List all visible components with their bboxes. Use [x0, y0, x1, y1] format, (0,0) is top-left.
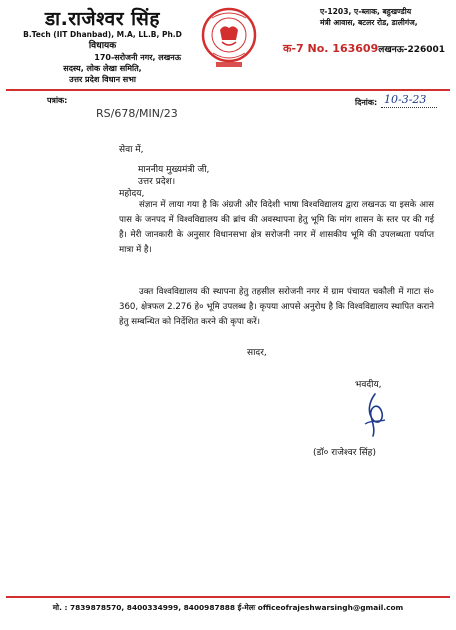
reference-number: [283, 41, 445, 56]
letterhead-right: [320, 6, 450, 28]
signature-icon: [355, 390, 395, 440]
paragraph-1: संज्ञान में लाया गया है कि अंग्रजी और विदेशी भाषा विश्वविद्यालय द्वारा लखनऊ या इसके आस पास के जनपद में विश्वविद्यालय की ब्रांच की अवस्थापना हेतु भूमि कि मांग शासन के स्तर पर की गई है। मेरी जानकारी के अनुसार विधानसभा क्षेत्र सरोजनी नगर में शासकीय भूमि की उपलब्धता पर्याप्त मात्रा में है।: [119, 200, 434, 255]
greeting: महोदय,: [119, 189, 145, 199]
sender-role: विधायक: [88, 41, 117, 51]
date-underline: [381, 107, 437, 108]
dinank-label: दिनांक:: [355, 98, 378, 107]
address-line-1: ए-1203, ए-ब्लाक, बहुखण्डीय: [320, 7, 412, 16]
footer-contact: मो. : 7839878570, 8400334999, 8400987888 ई-मेलः officeofrajeshwarsingh@gmail.com: [52, 603, 404, 612]
sender-membership-2: उत्तर प्रदेश विधान सभा: [69, 75, 136, 84]
assembly-emblem-icon: [200, 6, 258, 68]
letterhead-left: [20, 8, 185, 85]
letter-date: 10-3-23: [384, 93, 427, 106]
addressee-line-2: उत्तर प्रदेश।: [138, 177, 176, 187]
sender-membership-1: सदस्य, लोक लेखा समिति,: [63, 64, 142, 73]
paragraph-2: उक्त विश्वविद्यालय की स्थापना हेतु तहसील सरोजनी नगर में ग्राम पंचायत चकौली में गाटा सं० 360, क्षेत्रफल 2.276 हे० भूमि उपलब्ध है। कृपया आपसे अनुरोध है कि विश्वविद्यालय स्थापित कराने हेतु सम्बन्धित को निर्देशित करने की कृपा करें।: [119, 287, 434, 327]
salutation: सेवा में,: [119, 145, 144, 155]
patrank-label: पत्रांक:: [47, 96, 68, 105]
address-line-2: मंत्री आवास, बटलर रोड, डालीगंज,: [320, 18, 418, 27]
sender-degrees: B.Tech (IIT Dhanbad), M.A, LL.B, Ph.D: [23, 30, 182, 39]
closing: सादर,: [247, 348, 267, 358]
city-pin: लखनऊ-226001: [378, 45, 446, 55]
footer-divider: [6, 596, 450, 598]
reference-digits: 163609: [332, 42, 379, 55]
addressee-line-1: माननीय मुख्यमंत्री जी,: [138, 165, 210, 175]
reference-prefix: क-7 No.: [283, 42, 329, 55]
sender-name: डा.राजेश्वर सिंह: [45, 8, 160, 30]
signer-name: (डॉ० राजेश्वर सिंह): [313, 448, 376, 458]
reference-code: RS/678/MIN/23: [96, 107, 178, 120]
yours-faithfully: भवदीय,: [355, 380, 382, 390]
header-divider: [6, 89, 450, 91]
sender-constituency: 170-सरोजनी नगर, लखनऊ: [94, 53, 181, 62]
